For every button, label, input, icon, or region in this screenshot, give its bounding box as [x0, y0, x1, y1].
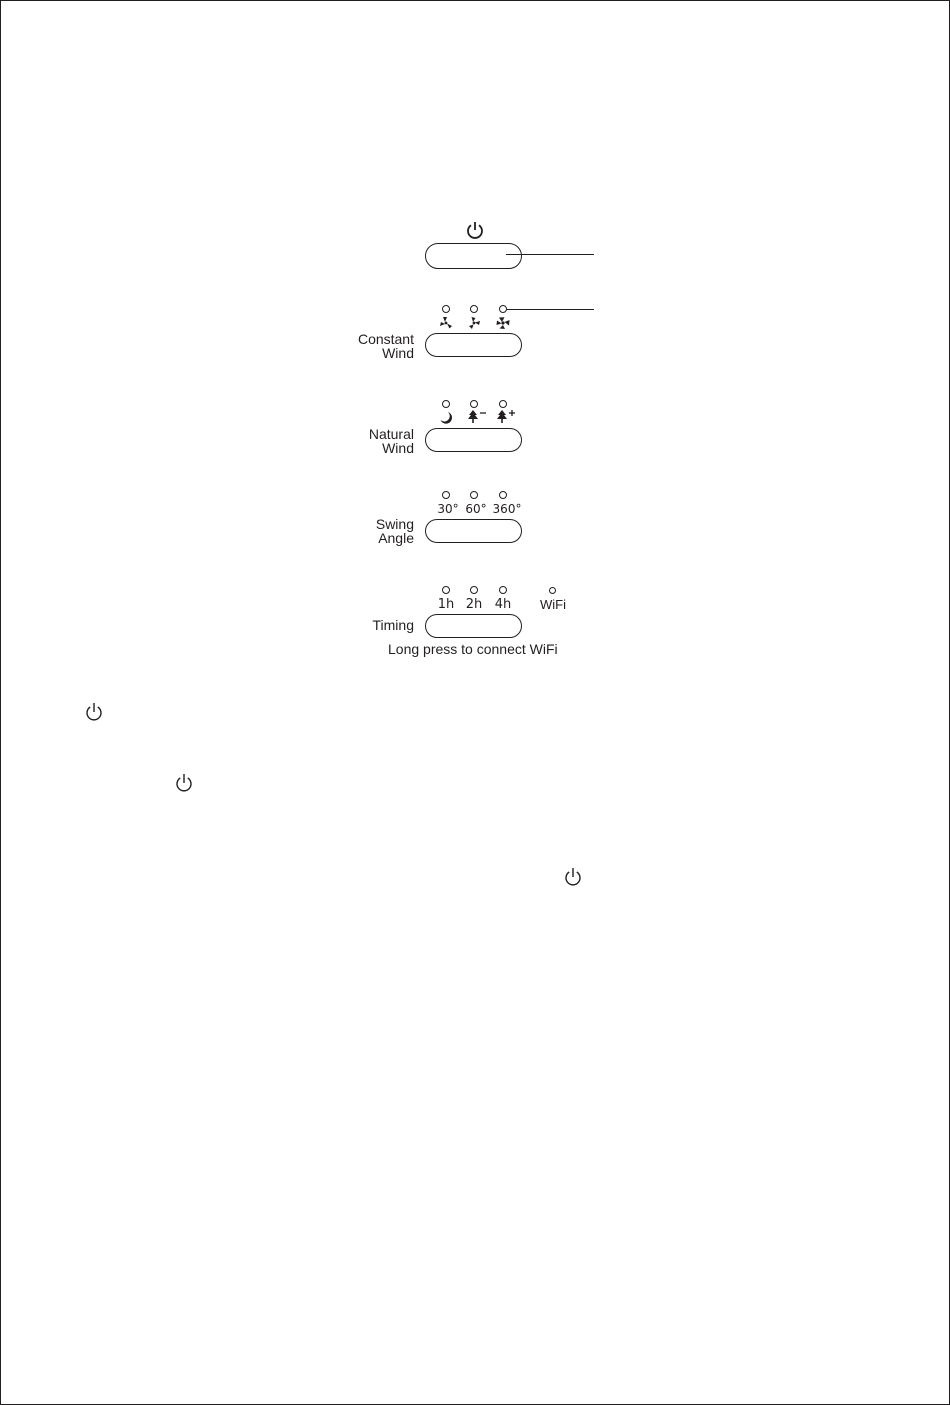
led-angle-60 — [470, 491, 478, 499]
led-fan-low — [442, 305, 450, 313]
led-tree-minus — [470, 400, 478, 408]
moon-icon — [439, 411, 453, 425]
callout-line-power — [506, 254, 594, 255]
natural-wind-label: Natural Wind — [368, 426, 414, 456]
power-icon — [85, 702, 103, 722]
constant-wind-button[interactable] — [425, 333, 522, 357]
led-timer-1h — [442, 586, 450, 594]
power-icon — [564, 867, 582, 887]
fan-low-icon — [439, 317, 453, 329]
timing-label: Timing — [372, 617, 414, 633]
led-timer-4h — [499, 586, 507, 594]
angle-60-label: 60° — [465, 502, 487, 516]
power-icon — [465, 220, 485, 240]
led-wifi — [549, 587, 556, 594]
timer-1h-label: 1h — [437, 597, 455, 612]
callout-line-indicator — [507, 309, 594, 310]
natural-wind-button[interactable] — [425, 428, 522, 452]
led-sleep — [442, 400, 450, 408]
led-tree-plus — [499, 400, 507, 408]
tree-plus-icon — [496, 410, 516, 424]
timer-2h-label: 2h — [465, 597, 483, 612]
angle-30-label: 30° — [437, 502, 459, 516]
led-fan-mid — [470, 305, 478, 313]
constant-wind-label: Constant Wind — [357, 331, 414, 361]
wifi-label: WiFi — [540, 597, 566, 612]
led-angle-30 — [442, 491, 450, 499]
led-timer-2h — [470, 586, 478, 594]
led-fan-high — [499, 305, 507, 313]
wifi-note: Long press to connect WiFi — [388, 641, 558, 657]
timing-button[interactable] — [425, 614, 522, 638]
power-icon — [175, 773, 193, 793]
fan-mid-icon — [467, 317, 481, 329]
led-angle-360 — [499, 491, 507, 499]
angle-360-label: 360° — [492, 502, 522, 516]
swing-angle-button[interactable] — [425, 519, 522, 543]
swing-angle-label: Swing Angle — [375, 516, 414, 546]
fan-high-icon — [496, 317, 510, 329]
tree-minus-icon — [467, 410, 487, 424]
power-button[interactable] — [425, 243, 522, 269]
timer-4h-label: 4h — [494, 597, 512, 612]
